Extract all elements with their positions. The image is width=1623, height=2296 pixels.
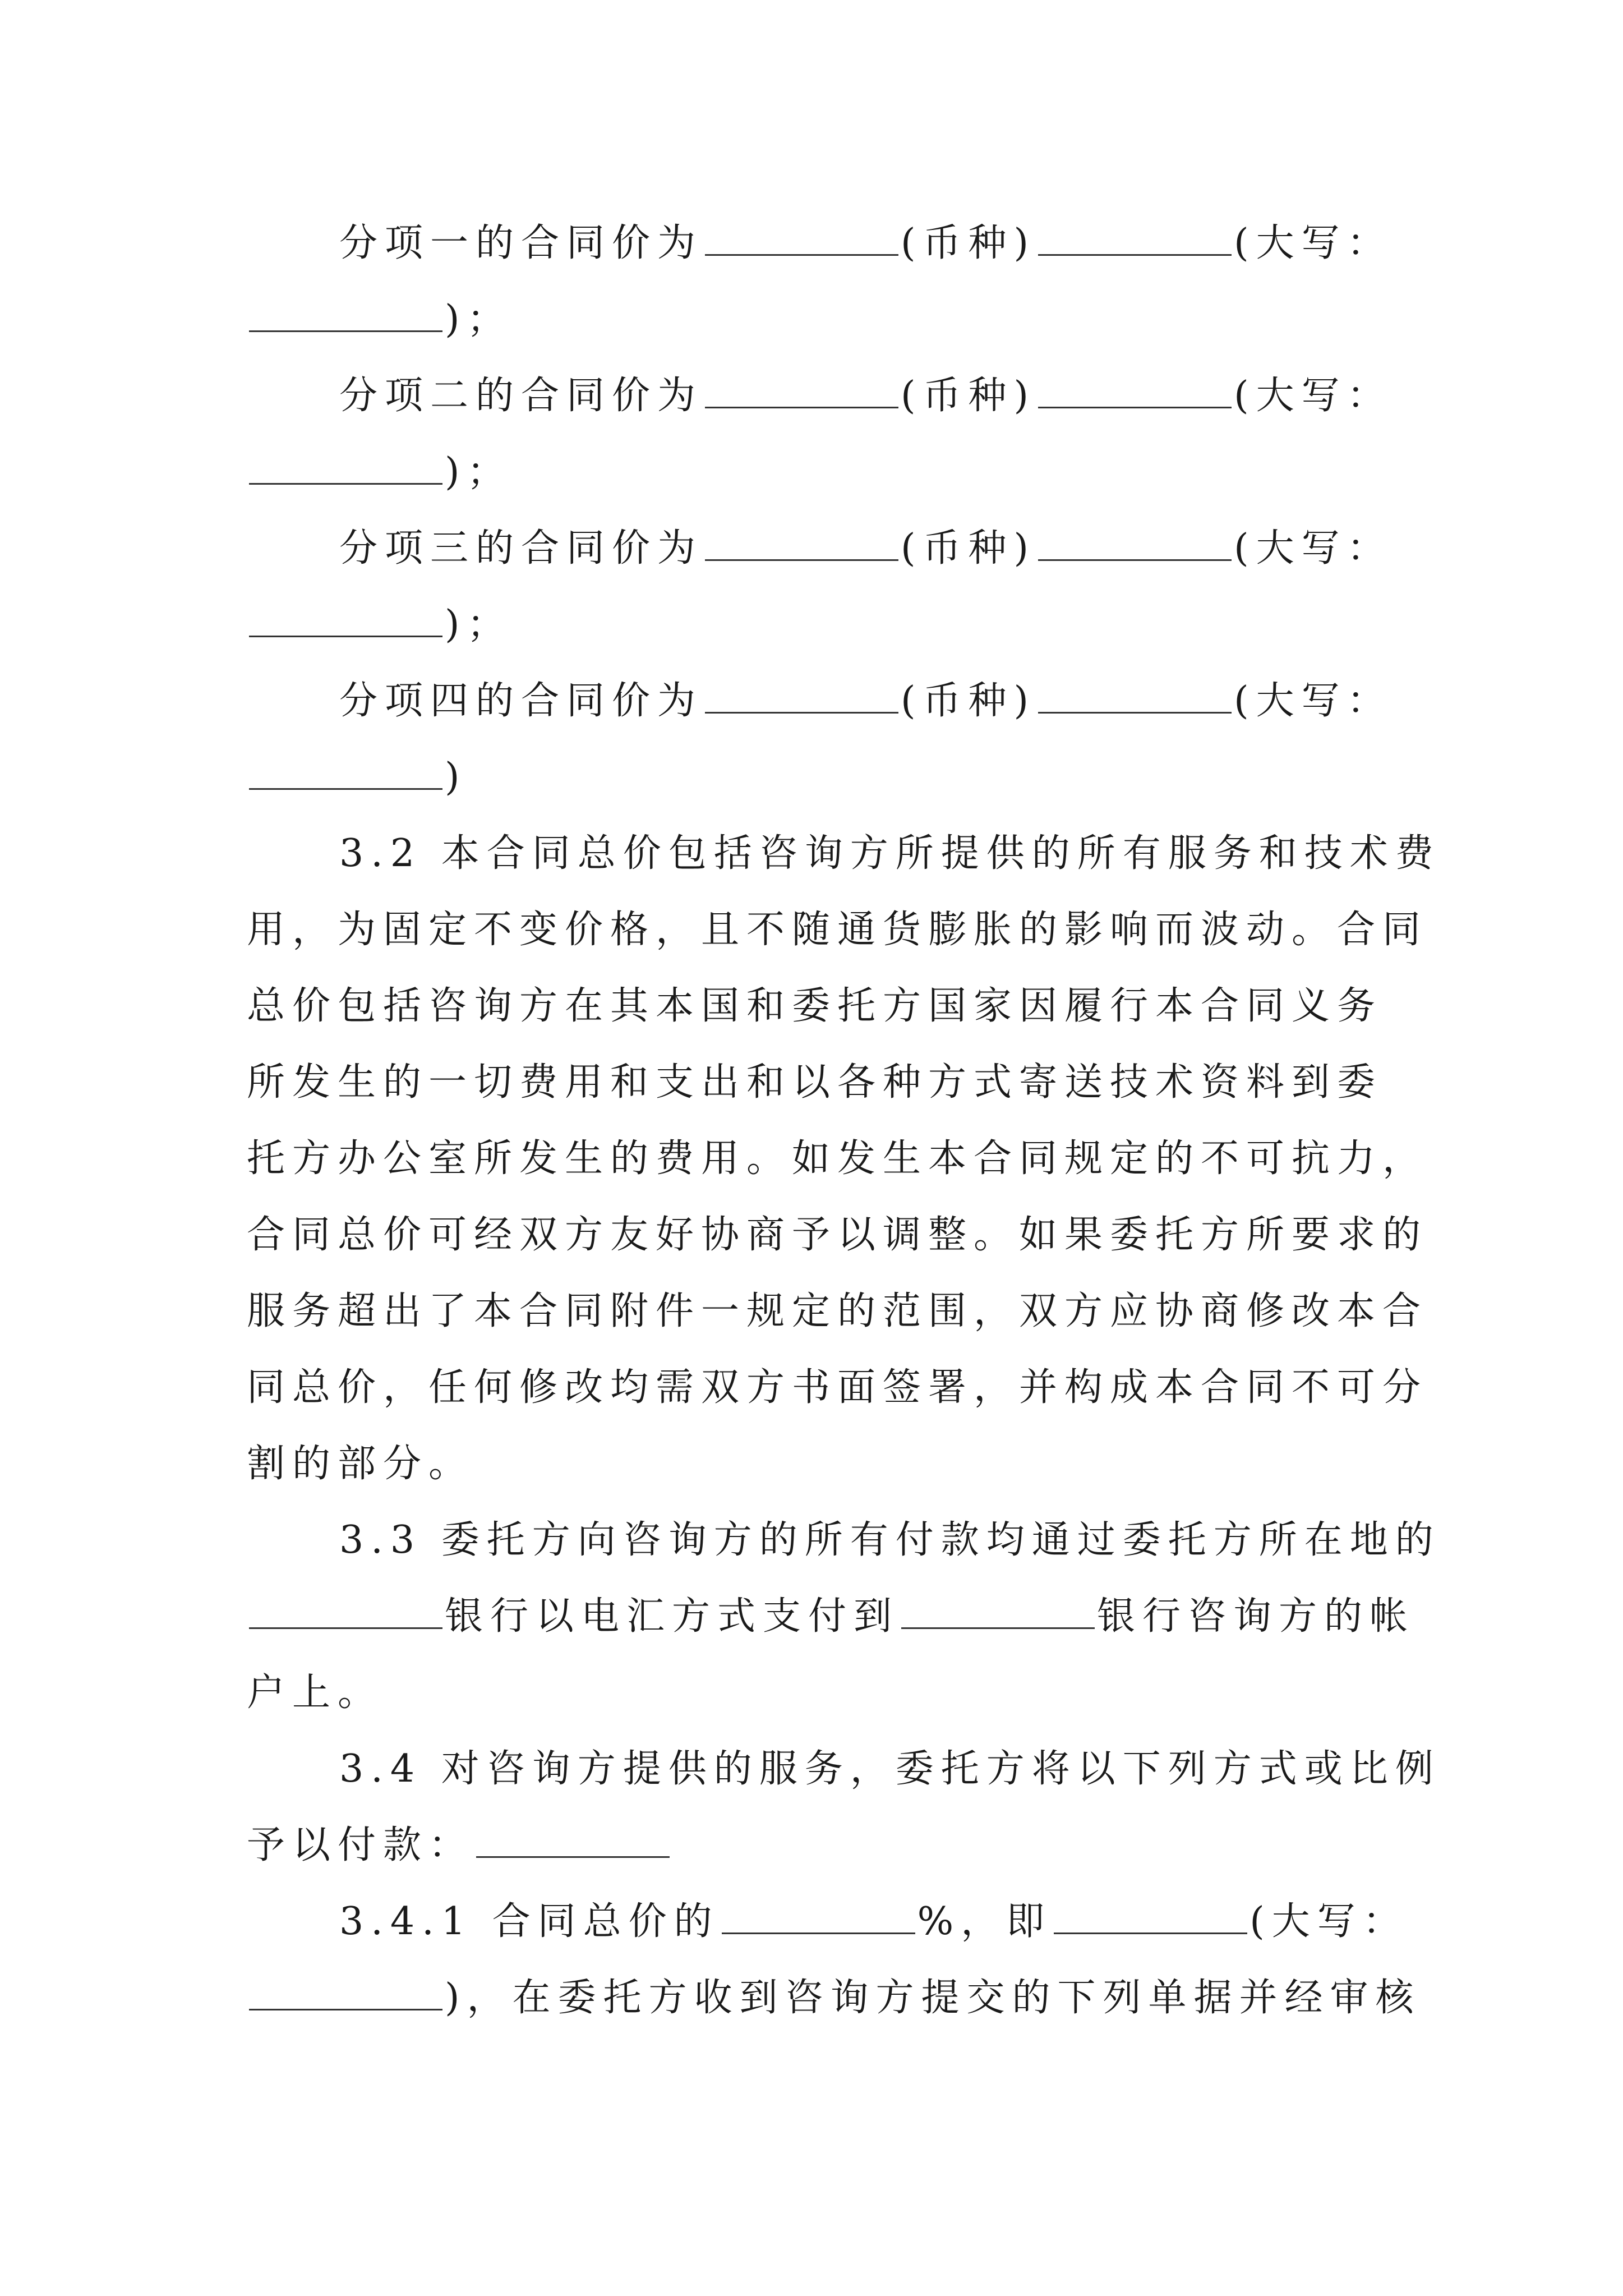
item-4-daxie: (大写： <box>1234 679 1393 723</box>
s33-bank-blank-1[interactable] <box>249 1593 442 1629</box>
item-1-amount-blank[interactable] <box>705 219 898 256</box>
item-1-daxie-blank[interactable] <box>249 296 442 332</box>
s341-percent: %，即 <box>917 1899 1052 1944</box>
s32-line-9: 割的部分。 <box>247 1442 474 1486</box>
s33-part-b: 银行咨询方的帐 <box>1097 1594 1415 1639</box>
s32-line-8: 同总价，任何修改均需双方书面签署，并构成本合同不可分 <box>247 1365 1428 1410</box>
item-2-daxie: (大写： <box>1234 374 1393 418</box>
s33-line-1: 3.3 委托方向咨询方的所有付款均通过委托方所在地的 <box>339 1518 1441 1562</box>
item-4-label: 分项四的合同价为 <box>339 679 703 723</box>
item-2-line <box>339 357 1393 435</box>
s32-line-3: 总价包括咨询方在其本国和委托方国家因履行本合同义务 <box>247 984 1383 1028</box>
s32-line-7: 服务超出了本合同附件一规定的范围，双方应协商修改本合 <box>247 1289 1428 1333</box>
item-3-value-blank[interactable] <box>1038 524 1232 561</box>
item-3-label: 分项三的合同价为 <box>339 526 703 570</box>
item-1-line-2 <box>247 280 513 359</box>
s34-line-1: 3.4 对咨询方提供的服务，委托方将以下列方式或比例 <box>339 1747 1441 1791</box>
s341-percent-blank[interactable] <box>722 1898 915 1934</box>
s32-line-5: 托方办公室所发生的费用。如发生本合同规定的不可抗力， <box>247 1137 1428 1181</box>
item-2-daxie-blank[interactable] <box>249 448 442 485</box>
item-1-value-blank[interactable] <box>1038 219 1232 256</box>
s33-bank-blank-2[interactable] <box>901 1593 1095 1629</box>
s34-line-2 <box>247 1806 672 1885</box>
item-2-amount-blank[interactable] <box>705 372 898 408</box>
s32-line-1: 3.2 本合同总价包括咨询方所提供的所有服务和技术费 <box>339 831 1441 876</box>
s32-line-4: 所发生的一切费用和支出和以各种方式寄送技术资料到委 <box>247 1060 1383 1105</box>
s341-amount-blank[interactable] <box>1054 1898 1247 1934</box>
s33-part-a: 银行以电汇方式支付到 <box>445 1594 900 1639</box>
item-4-amount-blank[interactable] <box>705 677 898 714</box>
item-1-currency: (币种) <box>901 221 1036 265</box>
item-4-line <box>339 662 1393 740</box>
s34-payment-blank[interactable] <box>476 1821 670 1858</box>
item-1-close: )； <box>445 297 513 342</box>
item-3-line-2 <box>247 586 513 664</box>
item-2-currency: (币种) <box>901 374 1036 418</box>
s32-line-2: 用，为固定不变价格，且不随通货膨胀的影响而波动。合同 <box>247 908 1428 952</box>
s341-prefix: 3.4.1 合同总价的 <box>339 1899 720 1944</box>
s341-line-1 <box>339 1883 1408 1961</box>
item-2-line-2 <box>247 433 513 512</box>
item-2-close: )； <box>445 450 513 494</box>
item-2-value-blank[interactable] <box>1038 372 1232 408</box>
item-3-currency: (币种) <box>901 526 1036 570</box>
s341-daxie-blank[interactable] <box>249 1974 442 2010</box>
item-2-label: 分项二的合同价为 <box>339 374 703 418</box>
item-4-value-blank[interactable] <box>1038 677 1232 714</box>
s33-line-2 <box>247 1577 1415 1656</box>
s341-line-2 <box>247 1959 1421 2037</box>
item-1-daxie: (大写： <box>1234 221 1393 265</box>
item-4-close: ) <box>445 755 467 799</box>
item-4-daxie-blank[interactable] <box>249 753 442 790</box>
item-4-currency: (币种) <box>901 679 1036 723</box>
item-3-amount-blank[interactable] <box>705 524 898 561</box>
s33-line-3: 户上。 <box>247 1671 384 1715</box>
item-3-line <box>339 509 1393 588</box>
item-1-label: 分项一的合同价为 <box>339 221 703 265</box>
s34-line-2-text: 予以付款： <box>247 1823 474 1867</box>
item-1-line <box>339 204 1393 283</box>
s341-tail: )，在委托方收到咨询方提交的下列单据并经审核 <box>445 1976 1421 2020</box>
s32-line-6: 合同总价可经双方友好协商予以调整。如果委托方所要求的 <box>247 1213 1428 1257</box>
item-4-line-2 <box>247 738 467 817</box>
item-3-daxie: (大写： <box>1234 526 1393 570</box>
s341-daxie: (大写： <box>1249 1899 1408 1944</box>
item-3-daxie-blank[interactable] <box>249 601 442 637</box>
item-3-close: )； <box>445 602 513 647</box>
